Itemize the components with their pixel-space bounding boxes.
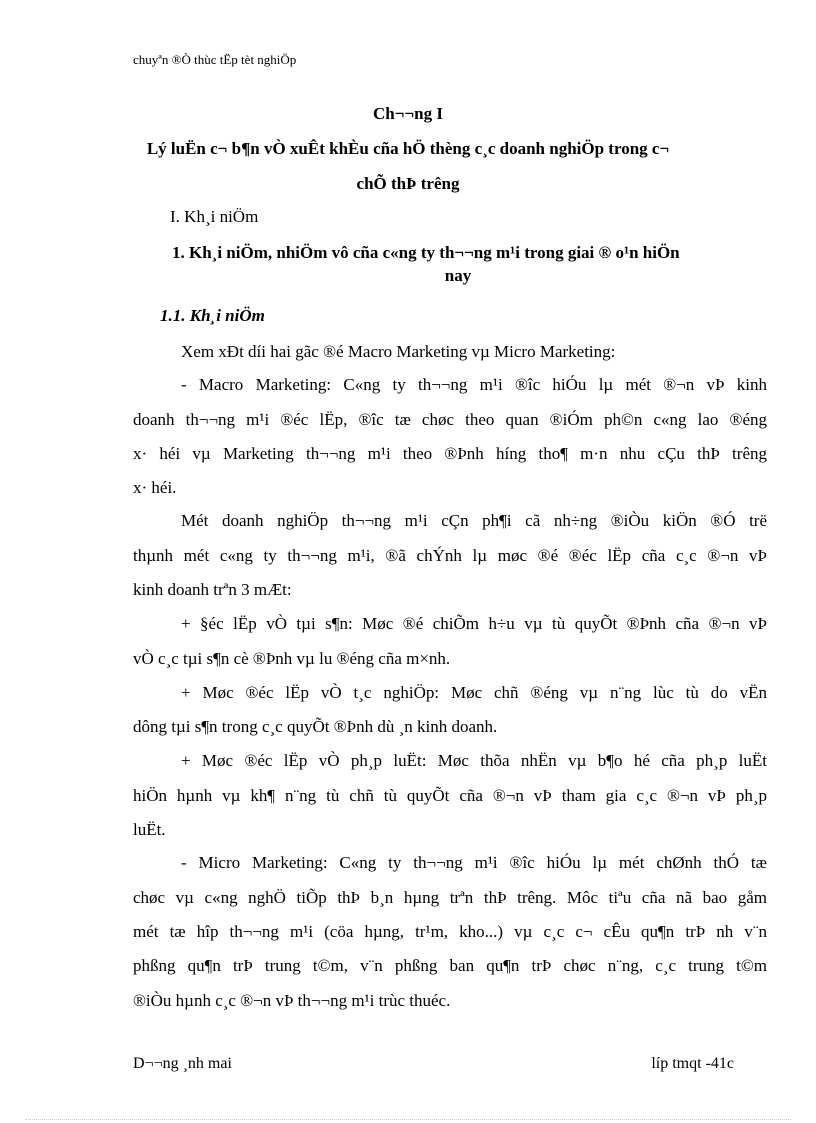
paragraph-line: dông tµi s¶n trong c¸c quyÕt ®Þnh dù ¸n kinh doanh. xyxy=(133,717,498,736)
chapter-title: Ch¬¬ng I xyxy=(373,104,443,123)
chapter-subtitle-line-1: Lý luËn c¬ b¶n vÒ xuÊt khÈu cña hÖ thèng c¸c doanh nghiÖp trong c¬ xyxy=(146,139,670,158)
paragraph-line: phßng qu¶n trÞ trung t©m, v¨n phßng ban qu¶n trÞ chøc n¨ng, c¸c trung t©m xyxy=(133,956,767,975)
paragraph-line: x· héi. xyxy=(133,478,177,497)
sub-subsection-heading: 1.1. Kh¸i niÖm xyxy=(160,306,265,325)
footer-author: D¬¬ng ¸nh mai xyxy=(133,1055,232,1072)
paragraph-line: x· héi vµ Marketing th¬¬ng m¹i theo ®Þnh híng tho¶ m·n nhu cÇu thÞ trêng xyxy=(133,444,767,463)
subsection-heading-line-2: nay xyxy=(444,266,472,285)
paragraph-line: mét tæ hîp th¬¬ng m¹i (cöa hµng, tr¹m, kho...) vµ c¸c c¬ cÊu qu¶n trÞ nh v¨n xyxy=(133,922,767,941)
paragraph-line: Xem xÐt díi hai gãc ®é Macro Marketing vµ Micro Marketing: xyxy=(181,342,616,361)
paragraph-line: - Macro Marketing: C«ng ty th¬¬ng m¹i ®îc hiÓu lµ mét ®¬n vÞ kinh xyxy=(181,375,767,394)
subsection-heading-line-1: 1. Kh¸i niÖm, nhiÖm vô cña c«ng ty th¬¬ng m¹i trong giai ® o¹n hiÖn xyxy=(172,243,680,262)
paragraph-line: luËt. xyxy=(133,820,166,839)
paragraph-line: chøc vµ c«ng nghÖ tiÕp thÞ b¸n hµng trªn thÞ trêng. Môc tiªu cña nã bao gåm xyxy=(133,888,767,907)
page-header: chuyªn ®Ò thùc tËp tèt nghiÖp xyxy=(133,52,297,67)
footer-class: líp tmqt -41c xyxy=(651,1055,734,1072)
section-heading: I. Kh¸i niÖm xyxy=(170,207,259,226)
paragraph-line: vÒ c¸c tµi s¶n cè ®Þnh vµ lu ®éng cña m×nh. xyxy=(133,649,451,668)
paragraph-line: - Micro Marketing: C«ng ty th¬¬ng m¹i ®îc hiÓu lµ mét chØnh thÓ tæ xyxy=(181,853,767,872)
paragraph-line: + Møc ®éc lËp vÒ t¸c nghiÖp: Møc chñ ®éng vµ n¨ng lùc tù do vËn xyxy=(181,683,767,702)
paragraph-line: + Møc ®éc lËp vÒ ph¸p luËt: Møc thõa nhËn vµ b¶o hé cña ph¸p luËt xyxy=(181,751,767,770)
chapter-subtitle-line-2: chÕ thÞ trêng xyxy=(356,174,460,193)
paragraph-line: kinh doanh trªn 3 mÆt: xyxy=(133,580,292,599)
paragraph-line: doanh th¬¬ng m¹i ®éc lËp, ®îc tæ chøc theo quan ®iÓm ph©n c«ng lao ®éng xyxy=(133,410,767,429)
paragraph-line: hiÖn hµnh vµ kh¶ n¨ng tù chñ tù quyÕt cña ®¬n vÞ tham gia c¸c ®¬n vÞ ph¸p xyxy=(133,786,767,805)
paragraph-line: Mét doanh nghiÖp th¬¬ng m¹i cÇn ph¶i cã nh÷ng ®iÒu kiÖn ®Ó trë xyxy=(181,511,767,530)
paragraph-line: ®iÒu hµnh c¸c ®¬n vÞ th¬¬ng m¹i trùc thuéc. xyxy=(133,991,451,1010)
page-break-divider xyxy=(25,1119,791,1120)
paragraph-line: + §éc lËp vÒ tµi s¶n: Møc ®é chiÕm h÷u vµ tù quyÕt ®Þnh cña ®¬n vÞ xyxy=(181,614,767,633)
paragraph-line: thµnh mét c«ng ty th¬¬ng m¹i, ®ã chÝnh lµ møc ®é ®éc lËp cña c¸c ®¬n vÞ xyxy=(133,546,767,565)
